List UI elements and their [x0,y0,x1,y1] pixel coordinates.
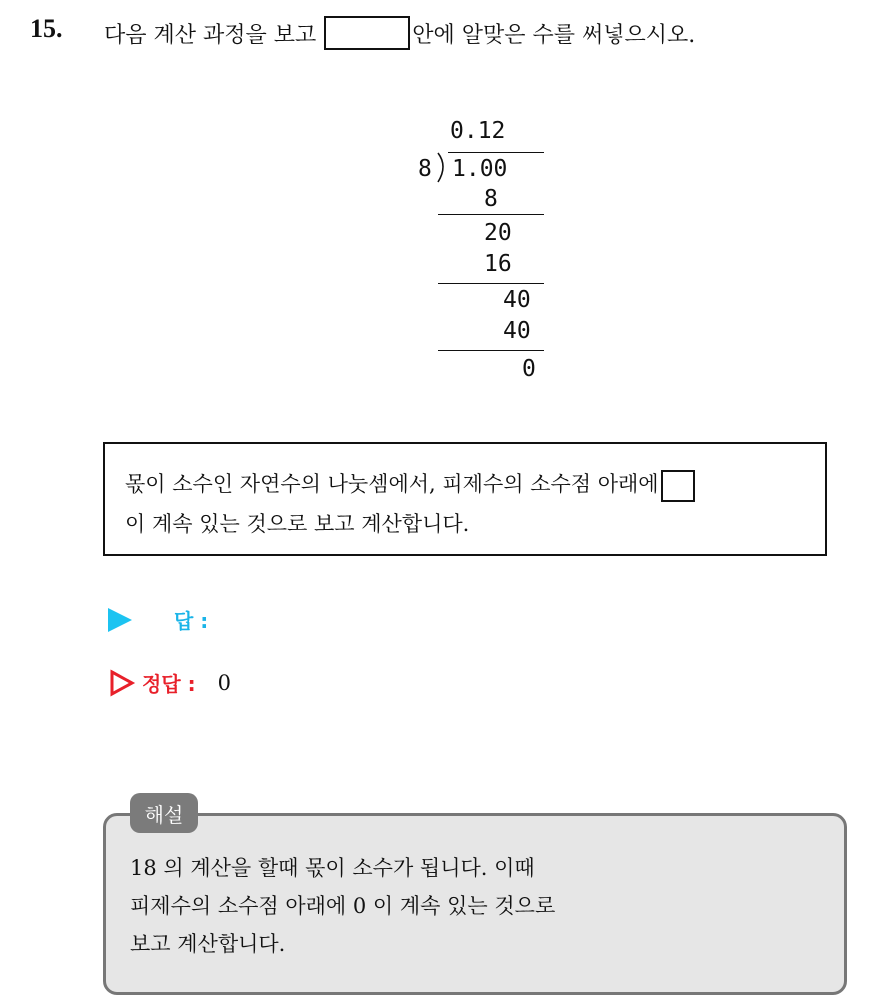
step-rule-1 [438,214,544,215]
explanation-tab: 해설 [130,793,198,833]
step-rule-2 [438,283,544,284]
explanation-line-1: 18 의 계산을 할때 몫이 소수가 됩니다. 이때 [130,856,535,880]
divisor: 8 [418,156,432,182]
play-filled-icon [108,608,132,632]
note-blank-box [661,470,695,502]
correct-answer-row [108,668,231,697]
long-division [400,110,560,390]
question-text-before: 다음 계산 과정을 보고 [104,22,317,48]
note-box [103,442,827,556]
question-text-after: 안에 알맞은 수를 써넣으시오. [412,22,696,48]
step-3: 16 [484,251,512,277]
correct-answer-value: 0 [217,670,231,695]
play-outline-icon [108,669,136,697]
step-1: 8 [484,186,498,212]
question-text [104,16,695,50]
dividend: 1.00 [452,156,508,182]
question-number: 15. [30,14,63,43]
step-4: 40 [503,287,531,313]
correct-answer-label: 정답 : [142,672,196,696]
answer-row [108,605,208,634]
step-2: 20 [484,220,512,246]
note-line-2: 이 계속 있는 것으로 보고 계산합니다. [125,512,470,536]
explanation-line-3: 보고 계산합니다. [130,932,286,956]
explanation-box [103,813,847,995]
explanation-line-2: 피제수의 소수점 아래에 0 이 계속 있는 것으로 [130,894,556,918]
step-5: 40 [503,318,531,344]
step-6: 0 [522,356,536,382]
division-bracket [436,152,450,184]
answer-blank-box [324,16,410,50]
step-rule-3 [438,350,544,351]
answer-label: 답 : [174,609,209,633]
quotient: 0.12 [450,118,506,144]
note-line-1: 몫이 소수인 자연수의 나눗셈에서, 피제수의 소수점 아래에 [125,472,659,496]
division-top-line [448,152,544,153]
